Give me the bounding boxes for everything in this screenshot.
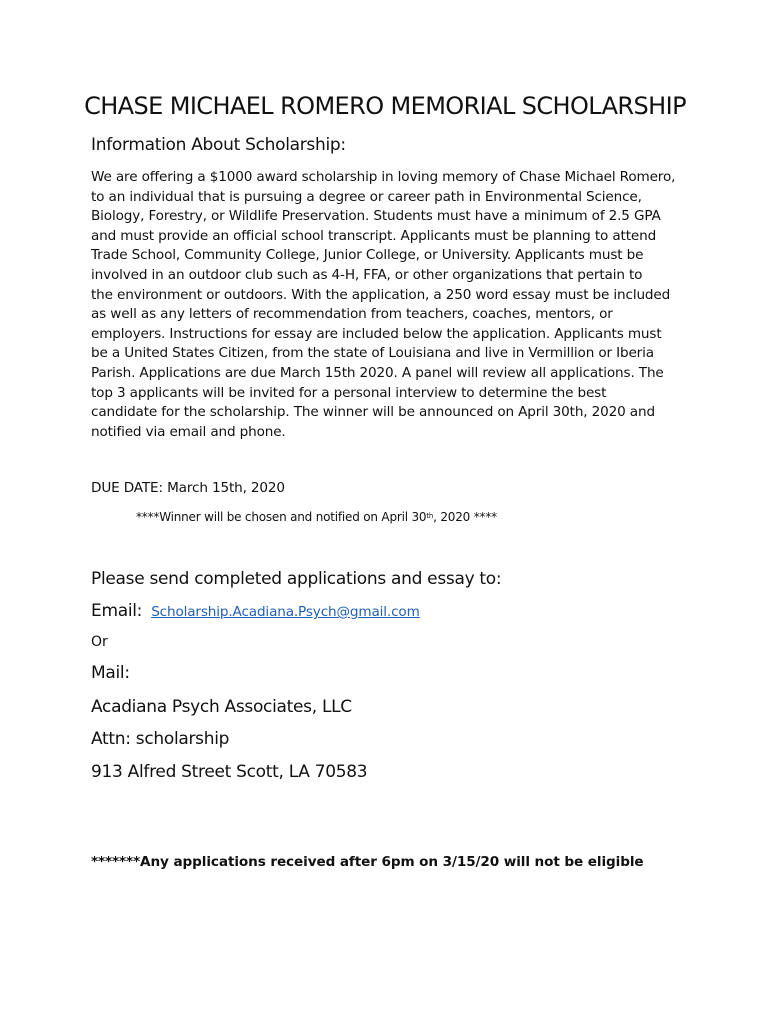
winner-note-text: ****Winner will be chosen and notified on April 30 — [136, 510, 427, 524]
email-row — [91, 601, 420, 621]
mailing-address-attn: Attn: scholarship — [91, 729, 230, 749]
description-line: We are offering a $1000 award scholarship in loving memory of Chase Michael Romero, — [91, 169, 676, 185]
description-line: employers. Instructions for essay are included below the application. Applicants must — [91, 325, 662, 342]
winner-note-text-end: , 2020 **** — [433, 510, 497, 524]
deadline-warning: *******Any applications received after 6pm on 3/15/20 will not be eligible — [91, 854, 644, 870]
winner-note — [136, 510, 497, 524]
description-line: and must provide an official school transcript. Applicants must be planning to attend — [91, 227, 657, 244]
or-text: Or — [91, 634, 108, 650]
description-line: Trade School, Community College, Junior College, or University. Applicants must be — [91, 247, 644, 264]
winner-note-superscript: th — [426, 512, 434, 520]
description-line: candidate for the scholarship. The winner will be announced on April 30th, 2020 and — [91, 404, 655, 421]
due-date: DUE DATE: March 15th, 2020 — [91, 480, 285, 496]
description-line: Parish. Applications are due March 15th 2020. A panel will review all applications. The — [91, 364, 664, 381]
description-line: top 3 applicants will be invited for a personal interview to determine the best — [91, 384, 607, 401]
description-line: the environment or outdoors. With the application, a 250 word essay must be included — [91, 286, 671, 303]
send-heading: Please send completed applications and essay to: — [91, 569, 502, 589]
description-line: be a United States Citizen, from the state of Louisiana and live in Vermillion or Iberia — [91, 345, 654, 362]
description-line: as well as any letters of recommendation from teachers, coaches, mentors, or — [91, 306, 613, 323]
mailing-address-company: Acadiana Psych Associates, LLC — [91, 697, 352, 717]
scholarship-description — [91, 168, 696, 442]
document-title: CHASE MICHAEL ROMERO MEMORIAL SCHOLARSHIP — [84, 92, 686, 120]
description-line: Biology, Forestry, or Wildlife Preservation. Students must have a minimum of 2.5 GPA — [91, 208, 661, 225]
info-heading: Information About Scholarship: — [91, 135, 346, 155]
mail-label: Mail: — [91, 663, 130, 683]
description-line: involved in an outdoor club such as 4-H, FFA, or other organizations that pertain to — [91, 266, 643, 283]
description-line: notified via email and phone. — [91, 423, 286, 440]
description-line: to an individual that is pursuing a degree or career path in Environmental Science, — [91, 188, 642, 205]
mailing-address-street: 913 Alfred Street Scott, LA 70583 — [91, 762, 368, 782]
email-link[interactable]: Scholarship.Acadiana.Psych@gmail.com — [151, 604, 420, 620]
email-label: Email: — [91, 601, 143, 621]
